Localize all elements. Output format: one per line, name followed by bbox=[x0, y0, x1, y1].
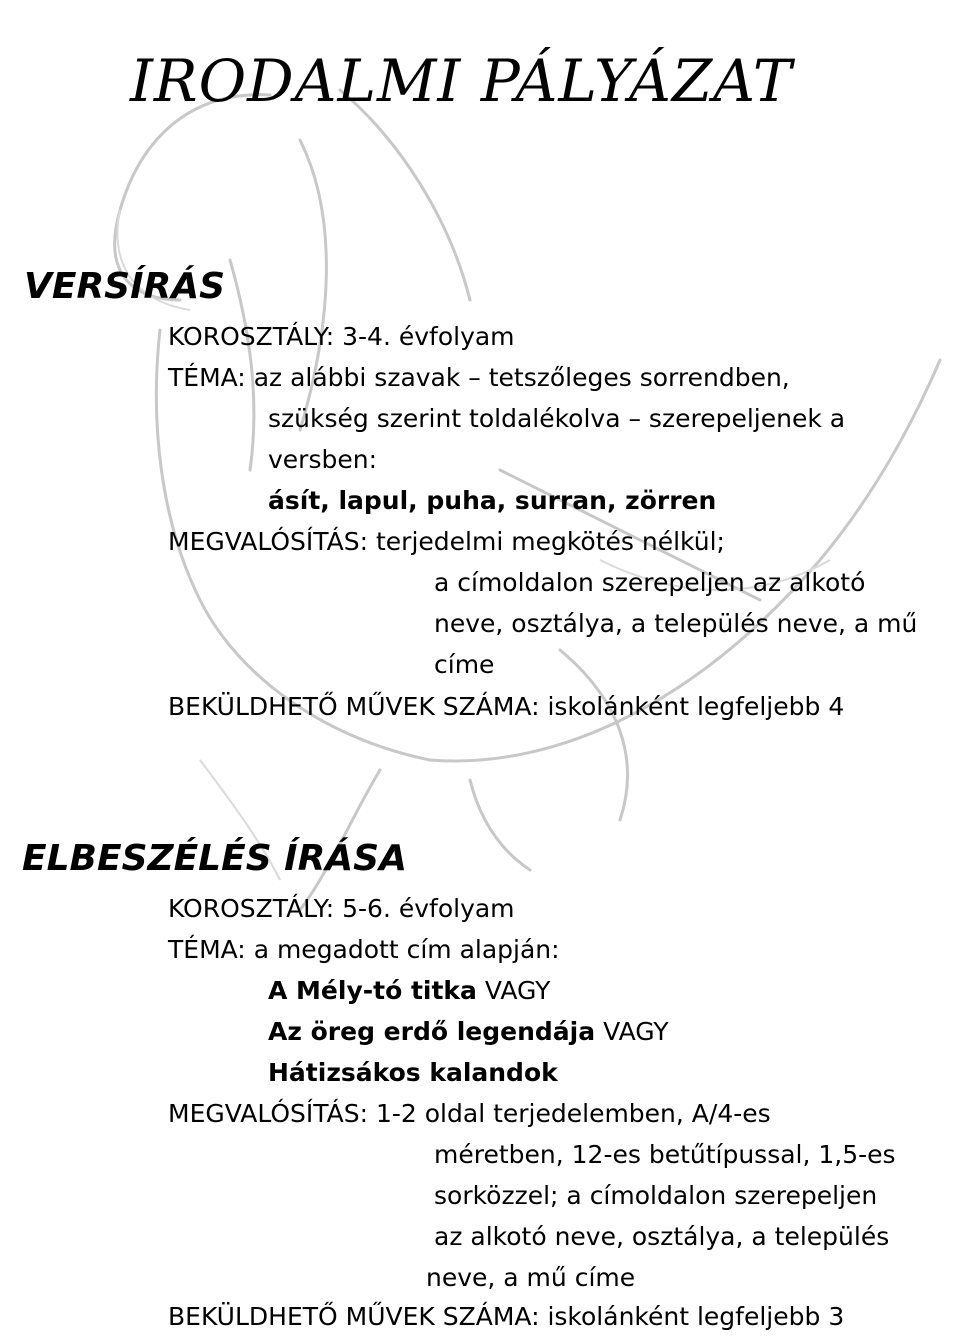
count-label: BEKÜLDHETŐ MŰVEK SZÁMA: bbox=[168, 1302, 540, 1331]
impl-label: MEGVALÓSÍTÁS: bbox=[168, 1099, 369, 1128]
count-row-1 bbox=[168, 692, 844, 722]
section-heading-versiras: VERSÍRÁS bbox=[24, 266, 226, 307]
count-value: iskolánként legfeljebb 3 bbox=[547, 1302, 845, 1331]
topic-label: TÉMA: bbox=[168, 363, 246, 392]
impl-row-2 bbox=[168, 1099, 771, 1129]
age-value: 3-4. évfolyam bbox=[342, 322, 515, 351]
story-title-suffix: VAGY bbox=[603, 1017, 669, 1046]
age-label: KOROSZTÁLY: bbox=[168, 894, 335, 923]
impl-label: MEGVALÓSÍTÁS: bbox=[168, 527, 369, 556]
count-value: iskolánként legfeljebb 4 bbox=[547, 692, 845, 721]
topic-line: a megadott cím alapján: bbox=[253, 935, 560, 964]
age-label: KOROSZTÁLY: bbox=[168, 322, 335, 351]
impl-line: terjedelmi megkötés nélkül; bbox=[375, 527, 725, 556]
topic-line: az alábbi szavak – tetszőleges sorrendben, bbox=[253, 363, 790, 392]
impl-line: az alkotó neve, osztálya, a település bbox=[434, 1222, 890, 1251]
impl-line: neve, osztálya, a település neve, a mű bbox=[434, 609, 918, 638]
story-title-option bbox=[268, 976, 550, 1006]
required-words: ásít, lapul, puha, surran, zörren bbox=[268, 486, 717, 515]
story-title-option bbox=[268, 1058, 558, 1088]
story-title-suffix: VAGY bbox=[484, 976, 551, 1005]
story-title: Hátizsákos kalandok bbox=[268, 1058, 558, 1087]
impl-line: 1-2 oldal terjedelemben, A/4-es bbox=[375, 1099, 771, 1128]
age-row-2 bbox=[168, 894, 515, 924]
story-title: A Mély-tó titka bbox=[268, 976, 477, 1005]
page-title: IRODALMI PÁLYÁZAT bbox=[130, 47, 793, 115]
impl-line: neve, a mű címe bbox=[426, 1263, 636, 1292]
count-row-2 bbox=[168, 1302, 844, 1332]
impl-line: méretben, 12-es betűtípussal, 1,5-es bbox=[434, 1140, 896, 1169]
count-label: BEKÜLDHETŐ MŰVEK SZÁMA: bbox=[168, 692, 540, 721]
section-heading-elbeszeles: ELBESZÉLÉS ÍRÁSA bbox=[22, 838, 407, 879]
impl-line: a címoldalon szerepeljen az alkotó bbox=[434, 568, 866, 597]
age-value: 5-6. évfolyam bbox=[342, 894, 515, 923]
impl-line: sorközzel; a címoldalon szerepeljen bbox=[434, 1181, 878, 1210]
topic-line: szükség szerint toldalékolva – szerepeljenek a bbox=[268, 404, 846, 433]
topic-label: TÉMA: bbox=[168, 935, 246, 964]
topic-row-1 bbox=[168, 363, 790, 393]
story-title: Az öreg erdő legendája bbox=[268, 1017, 596, 1046]
story-title-option bbox=[268, 1017, 669, 1047]
impl-line: címe bbox=[434, 650, 495, 679]
topic-line: versben: bbox=[268, 445, 377, 474]
age-row-1 bbox=[168, 322, 515, 352]
topic-row-2 bbox=[168, 935, 560, 965]
impl-row-1 bbox=[168, 527, 725, 557]
